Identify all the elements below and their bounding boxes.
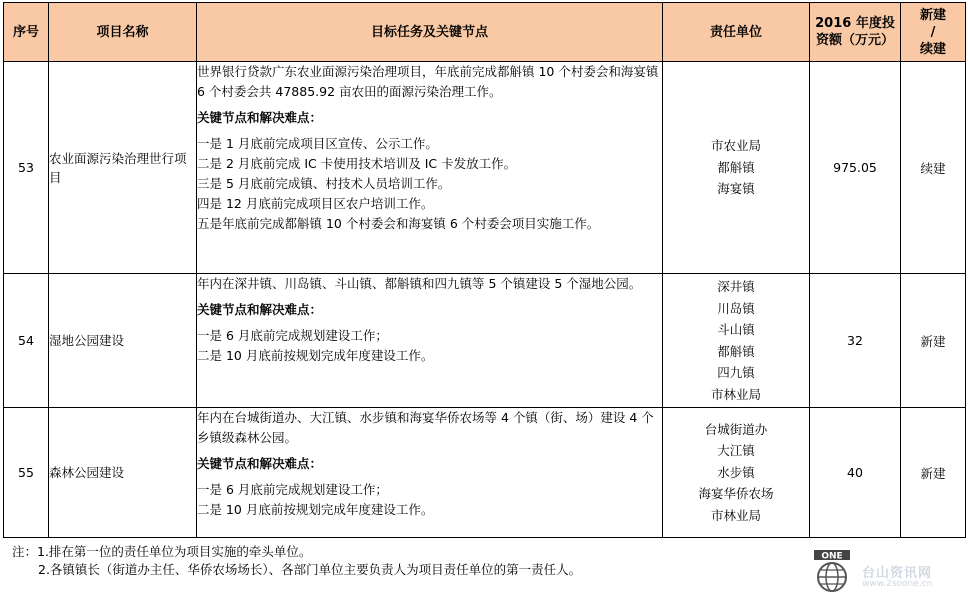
header-status-line3: 续建 <box>919 41 946 57</box>
table-notes <box>12 543 581 579</box>
task-step: 三是 5 月底前完成镇、村技术人员培训工作。 <box>197 176 451 191</box>
header-unit: 责任单位 <box>663 3 810 62</box>
row-status: 续建 <box>901 62 966 274</box>
header-status <box>901 3 966 62</box>
unit-item: 川岛镇 <box>717 300 755 316</box>
globe-logo-icon <box>810 548 854 594</box>
key-nodes-heading: 关键节点和解决难点： <box>197 456 323 471</box>
header-status-line2: / <box>930 24 936 40</box>
header-name: 项目名称 <box>49 3 197 62</box>
header-seq: 序号 <box>4 3 49 62</box>
unit-item: 四九镇 <box>717 365 755 380</box>
header-investment-line1: 2016 年度投 <box>815 16 895 31</box>
note-1: 注：1.排在第一位的责任单位为项目实施的牵头单位。 <box>12 544 312 559</box>
unit-item: 都斛镇 <box>717 343 755 359</box>
unit-item: 斗山镇 <box>717 322 755 337</box>
header-investment <box>810 3 901 62</box>
unit-item: 海宴镇 <box>717 181 755 197</box>
task-goal: 世界银行贷款广东农业面源污染治理项目，年底前完成都斛镇 10 个村委会和海宴镇 6 个村委会共 47885.92 亩农田的面源污染治理工作。 <box>197 64 659 99</box>
unit-item: 市农业局 <box>710 138 761 154</box>
row-seq: 54 <box>4 274 49 408</box>
row-tasks <box>197 62 663 274</box>
unit-item: 市林业局 <box>710 386 761 402</box>
unit-item: 水步镇 <box>717 464 755 480</box>
task-goal: 年内在深井镇、川岛镇、斗山镇、都斛镇和四九镇等 5 个镇建设 5 个湿地公园。 <box>197 276 642 291</box>
row-seq: 55 <box>4 408 49 538</box>
unit-item: 海宴华侨农场 <box>698 486 774 502</box>
watermark-url: www.2soone.cn <box>862 579 933 589</box>
task-step: 二是 2 月底前完成 IC 卡使用技术培训及 IC 卡发放工作。 <box>197 156 517 171</box>
row-seq: 53 <box>4 62 49 274</box>
row-name: 农业面源污染治理世行项目 <box>49 62 197 274</box>
table-row <box>4 62 966 274</box>
watermark-site-text: 台山资讯网 <box>862 566 933 581</box>
watermark <box>810 548 960 596</box>
task-step: 一是 6 月底前完成规划建设工作； <box>197 328 388 343</box>
unit-item: 台城街道办 <box>704 421 768 437</box>
unit-item: 大江镇 <box>717 443 755 459</box>
note-2: 2.各镇镇长（街道办主任、华侨农场场长）、各部门单位主要负责人为项目责任单位的第一责任人。 <box>38 562 582 577</box>
header-tasks: 目标任务及关键节点 <box>197 3 663 62</box>
row-investment: 40 <box>810 408 901 538</box>
task-step: 四是 12 月底前完成项目区农户培训工作。 <box>197 196 434 211</box>
row-tasks <box>197 274 663 408</box>
key-nodes-heading: 关键节点和解决难点： <box>197 110 323 125</box>
key-nodes-heading: 关键节点和解决难点： <box>197 302 323 317</box>
table-row <box>4 274 966 408</box>
task-step: 五是年底前完成都斛镇 10 个村委会和海宴镇 6 个村委会项目实施工作。 <box>197 216 600 231</box>
unit-item: 都斛镇 <box>717 159 755 175</box>
unit-item: 市林业局 <box>710 507 761 523</box>
row-name: 森林公园建设 <box>49 408 197 538</box>
task-goal: 年内在台城街道办、大江镇、水步镇和海宴华侨农场等 4 个镇（街、场）建设 4 个乡镇级森林公园。 <box>197 410 654 445</box>
project-table <box>3 2 966 538</box>
row-units <box>663 274 810 408</box>
task-step: 二是 10 月底前按规划完成年度建设工作。 <box>197 348 434 363</box>
task-step: 一是 6 月底前完成规划建设工作； <box>197 482 388 497</box>
header-status-line1: 新建 <box>919 7 946 23</box>
table-row <box>4 408 966 538</box>
row-units <box>663 408 810 538</box>
table-header-row <box>4 3 966 62</box>
unit-item: 深井镇 <box>717 279 755 294</box>
task-step: 二是 10 月底前按规划完成年度建设工作。 <box>197 502 434 517</box>
row-units <box>663 62 810 274</box>
row-tasks <box>197 408 663 538</box>
header-investment-line2: 资额（万元） <box>815 33 894 48</box>
task-step: 一是 1 月底前完成项目区宣传、公示工作。 <box>197 136 438 151</box>
row-name: 湿地公园建设 <box>49 274 197 408</box>
logo-text: ONE <box>821 551 843 562</box>
row-investment: 975.05 <box>810 62 901 274</box>
row-status: 新建 <box>901 274 966 408</box>
row-status: 新建 <box>901 408 966 538</box>
row-investment: 32 <box>810 274 901 408</box>
